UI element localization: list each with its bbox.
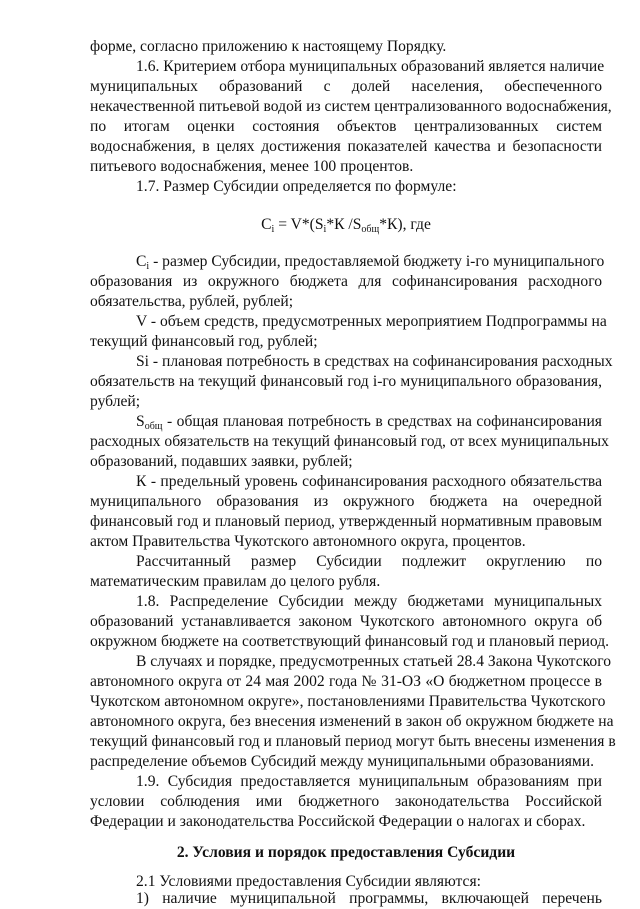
text-line: Федерации и законодательства Российской Федерации о налогах и сборах. [90, 813, 586, 830]
text-line: Чукотском автономном округе», постановлениями Правительства Чукотского [90, 693, 606, 710]
text-line: финансовый год и плановый период, утвержденный нормативным правовым [90, 513, 602, 530]
section-heading: 2. Условия и порядок предоставления Субсидии [176, 844, 516, 861]
text-line: расходных обязательств на текущий финансовый год, от всех муниципальных [90, 433, 609, 450]
text-line: 1.9. Субсидия предоставляется муниципальным образованиям при [136, 773, 602, 790]
text-line: 1.7. Размер Субсидии определяется по формуле: [136, 178, 457, 195]
text-line: математическим правилам до целого рубля. [90, 573, 381, 590]
text-line: актом Правительства Чукотского автономного округа, процентов. [90, 533, 526, 550]
text-line: автономного округа, без внесения изменений в закон об окружном бюджете на [90, 713, 614, 730]
text-line: муниципального образования из окружного бюджета на очередной [90, 493, 602, 510]
text-line: образований устанавливается законом Чукотского автономного округа об [90, 613, 602, 630]
text-line: Рассчитанный размер Субсидии подлежит округлению по [136, 553, 602, 570]
text-line: форме, согласно приложению к настоящему Порядку. [90, 38, 447, 55]
text-line: Si - плановая потребность в средствах на софинансирования расходных [136, 353, 613, 370]
text-line: обязательств на текущий финансовый год i-го муниципального образования, [90, 373, 602, 390]
text-line: 1) наличие муниципальной программы, включающей перечень [136, 890, 602, 907]
text-line: условии соблюдения ими бюджетного законодательства Российской [90, 793, 602, 810]
text-line: В случаях и порядке, предусмотренных статьей 28.4 Закона Чукотского [136, 653, 611, 670]
text-line: текущий финансовый год, рублей; [90, 333, 318, 350]
text-line: V - объем средств, предусмотренных мероприятием Подпрограммы на [136, 313, 607, 330]
text-line: 1.6. Критерием отбора муниципальных образований является наличие [136, 58, 605, 75]
text-line: распределение объемов Субсидий между муниципальными образованиями. [90, 753, 594, 770]
text-line: окружном бюджете на соответствующий финансовый год и плановый период. [90, 633, 610, 650]
text-line: водоснабжения, в целях достижения показателей качества и безопасности [90, 138, 602, 155]
formula: $C_i = V*(S_i*К$ $/S_{общ}*К$), где [261, 216, 431, 235]
text-line: некачественной питьевой водой из систем централизованного водоснабжения, [90, 98, 612, 115]
text-line: текущий финансовый год и плановый период могут быть внесены изменения в [90, 733, 616, 750]
text-line: муниципальных образований с долей населения, обеспеченного [90, 78, 602, 95]
text-line: К - предельный уровень софинансирования расходного обязательства [136, 473, 602, 490]
text-line: $C_i$ - размер Субсидии, предоставляемой бюджету i-го муниципального [136, 253, 605, 272]
text-line: рублей; [90, 393, 141, 410]
text-line: автономного округа от 24 мая 2002 года № 31-ОЗ «О бюджетном процессе в [90, 673, 602, 690]
text-line: по итогам оценки состояния объектов централизованных систем [90, 118, 602, 135]
text-line: образований, подавших заявки, рублей; [90, 453, 353, 470]
text-line: 2.1 Условиями предоставления Субсидии являются: [136, 873, 481, 890]
text-line: питьевого водоснабжения, менее 100 процентов. [90, 158, 414, 175]
text-line: $S_{общ}$ - общая плановая потребность в средствах на софинансирования [136, 413, 602, 432]
text-line: 1.8. Распределение Субсидии между бюджетами муниципальных [136, 593, 602, 610]
text-line: обязательства, рублей, рублей; [90, 293, 294, 310]
text-line: образования из окружного бюджета для софинансирования расходного [90, 273, 602, 290]
